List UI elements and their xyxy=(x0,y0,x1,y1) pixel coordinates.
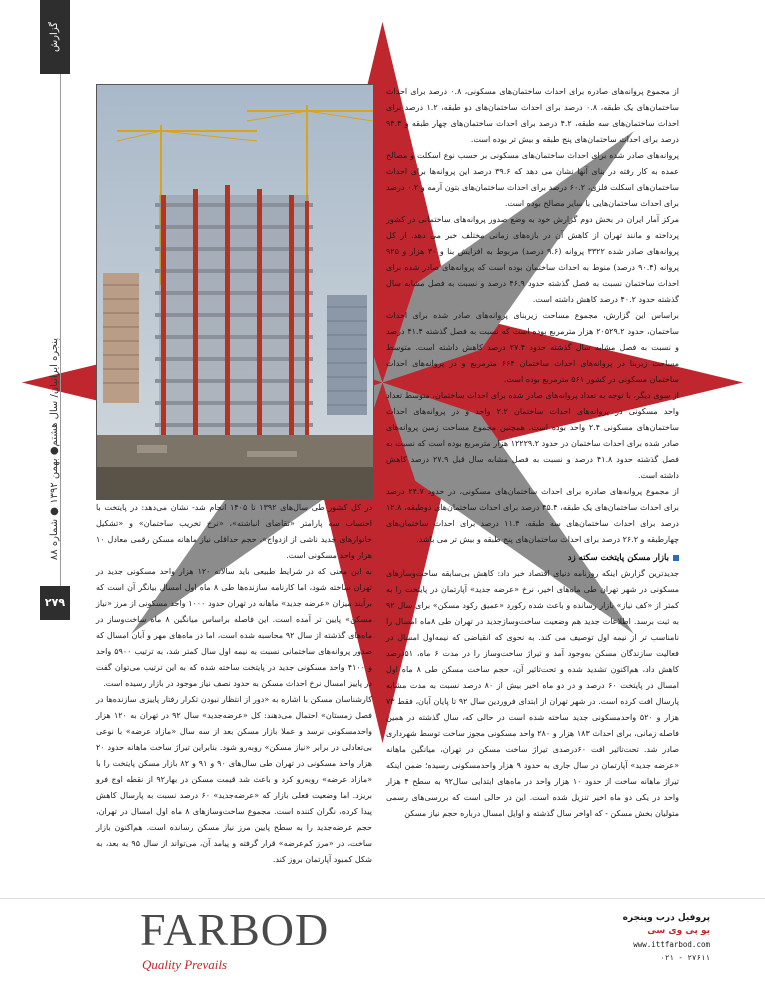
section-tab-label: گزارش xyxy=(49,21,60,53)
heading-bullet-icon xyxy=(673,555,679,561)
paragraph: به این معنی که در شرایط طبیعی باید سالانه ۱۲۰ هزار واحد مسکونی جدید در تهران ساخته شود، اما کارنامه سازنده‌ها طی ۸ ماه اول امسال بیانگر آن است که برآیند میزان «عرضه جدید» ماهانه در تهران حدود ۱۰۰۰ واحد مسکونی از مرز «نیاز مسکن» پایین تر آمده است. این فاصله براساس میانگین ۸ ماه ساخت‌وساز در ماه‌های گذشته از سال ۹۲ محاسبه شده است، اما در ماه‌های مهر و آبان امسال که صدور پروانه‌های ساختمانی نسبت به نیمه اول سال کمتر شد، به ترتیب ۵۹۰۰ واحد و ۴۱۰۰ واحد مسکونی جدید در پایتخت ساخته شده که به این ترتیب می‌توان گفت در پاییز امسال نرخ احداث مسکن به حدود نصف نیاز موجود در بازار رسیده است. xyxy=(96,567,373,688)
construction-photo xyxy=(96,84,374,500)
paragraph: براساس این گزارش، مجموع مساحت زیربنای پروانه‌های صادر شده برای احداث ساختمان، حدود ۲۰۵۲۹.۲ هزار مترمربع بوده است که نسبت به فصل گذشته ۴۱.۴ درصد و نسبت به فصل مشابه سال گذشته حدود ۲۷.۴ درصد کاهش داشته است. متوسط مساحت زیربنا در پروانه‌های احداث ساختمان ۶۶۴ مترمربع و در پروانه‌های احداث ساختمان مسکونی در کشور ۵۶۱ مترمربع بوده است. xyxy=(386,311,679,384)
section-heading-text: بازار مسکن پایتخت سکته زد xyxy=(567,553,669,563)
paragraph: از مجموع پروانه‌های صادره برای احداث ساختمان‌های مسکونی، در حدود ۲۴.۷ درصد برای احداث ساختمان‌های یک طبقه، ۴۵.۴ درصد برای احداث ساختمان‌های دوطبقه، ۱۲.۸ درصد برای احداث ساختمان‌های سه طبقه، ۱۱.۴ درصد برای احداث ساختمان‌های چهارطبقه و ۲۶.۲ درصد برای احداث ساختمان‌های پنج طبقه و بیش تر می باشد. xyxy=(386,487,680,544)
paragraph: از مجموع پروانه‌های صادره برای احداث ساختمان‌های مسکونی، ۰.۸ درصد برای احداث ساختمان‌های یک طبقه، ۰.۸ درصد برای احداث ساختمان‌های دو طبقه، ۱.۲ درصد برای احداث ساختمان‌های سه طبقه، ۴.۲ درصد برای احداث ساختمان‌های چهار طبقه و ۹۴.۴ درصد برای احداث ساختمان‌های پنج طبقه و بیش تر بوده است. xyxy=(386,87,680,144)
magazine-issue xyxy=(40,318,70,580)
ad-phone: ۰۲۱ - ۲۷۶۱۱ xyxy=(660,953,710,962)
building-under-construction-image xyxy=(97,85,373,499)
paragraph: جدیدترین گزارش اینکه روزنامه دنیای اقتصاد خبر داد: کاهش بی‌سابقه ساخت‌وسازهای مسکونی در شهر تهران طی ماه‌های اخیر، نرخ «عرضه جدید» آپارتمان در پایتخت را به کمتر از «کف نیاز» بازار رسانده و باعث شده رکورد «عمیق رکود مسکن» برای سال ۹۲ به ثبت برسد. اطلاعات جدید هم وضعیت ساخت‌وسازجدید در تهران طی ۸ماه امسال را نامناسب تر از نیمه اول توصیف می کند. به نحوی که انقباضی که نیمه‌اول امسال در فعالیت سازندگان مسکن به‌وجود آمد و تیراژ ساخت‌وساز را در مدت ۶ ماه، ۵۱درصد کاهش داد، هم‌اکنون تشدید شده و تحت‌تاثیر آن، حجم ساخت مسکن طی ۸ ماه اول امسال در پایتخت ۶۰ درصد و در دو ماه اخیر بیش از ۸۰ درصد نسبت به مدت مشابه پارسال افت کرده است. در شهر تهران از ابتدای فروردین سال ۹۲ تا پایان آبان، فقط ۷۳ هزار و ۵۲۰ واحدمسکونی جدید ساخته شده است در حالی که، سال گذشته در همین فاصله زمانی، برای احداث ۱۸۳ هزار و ۲۸۰ واحد مسکونی مجوز ساخت توسط شهرداری صادر شد. تحت‌تاثیر افت ۶۰درصدی تیراژ ساخت مسکن در تهران، میانگین ماهانه «عرضه جدید» آپارتمان در سال جاری به حدود ۹ هزار واحدمسکونی رسیده؛ ضمن اینکه تیراژ ماهانه ساخت از حدود ۱۰ هزار واحد در ماه‌های ابتدایی سال۹۲ به سطح ۴ هزار واحد در یکی دو ماه اخیر تنزیل شده است. این در حالی است که بررسی‌های رسمی متولیان بخش مسکن - که اواخر سال گذشته و اوایل امسال درباره حجم نیاز مسکن xyxy=(386,569,680,818)
ad-product-line: پروفیل درب وپنجره xyxy=(622,913,710,923)
paragraph: در کل کشور طی سال‌های ۱۳۹۲ تا ۱۴۰۵ انجام شد- نشان می‌دهد: در پایتخت با احتساب سه پارامتر «تقاضای انباشته»، «نرخ تخریب ساختمان» و «تشکیل خانوارهای جدید ناشی از ازدواج»، حجم حداقلی نیاز ماهانه مسکن رقمی معادل ۱۰ هزار واحد مسکونی است. xyxy=(96,503,373,560)
paragraph: کارشناسان مسکن با اشاره به «دور از انتظار نبودن تکرار رفتار پاییزی سازنده‌ها در فصل زمستان» احتمال می‌دهند: کل «عرضه‌جدید» سال ۹۲ در تهران به ۱۲۰ هزار واحدمسکونی نرسد و عملا بازار مسکن بعد از سه سال «مازاد عرضه» با نوعی بی‌تعادلی در برابر «نیاز مسکن» روبه‌رو شود. بنابراین تیراژ ساخت ماهانه حدود ۲۰ هزار واحد مسکونی در تهران طی سال‌های ۹۰ و ۹۱ و ۸۲ بازار مسکن پایتخت را با «مازاد عرضه» روبه‌رو کرد و باعث شد قیمت مسکن در بهار۹۲ از نقطه اوج فرو بریزد. اما وضعیت فعلی بازار که «عرضه‌جدید» ۶۰ درصد نسبت به پارسال کاهش پیدا کرده، نگران کننده است. مجموع ساخت‌وسازهای ۸ ماه اول امسال در تهران، حجم عرضه‌جدید را به سطح پایین مرز نیاز مسکن رسانده است. هم‌اکنون بازار ساخت، در «مرز کم‌عرضه» قرار گرفته و پیامد آن، می‌تواند از سال ۹۵ به بعد، به شکل کمبود آپارتمان بروز کند. xyxy=(96,695,373,864)
ad-website: www.ittfarbod.com xyxy=(633,940,710,949)
ad-brand-name: FARBOD xyxy=(140,904,330,955)
article-left-column xyxy=(96,500,372,868)
section-heading xyxy=(386,550,679,566)
paragraph: از سوی دیگر، با توجه به تعداد پروانه‌های صادر شده برای احداث ساختمان، متوسط تعداد واحد مسکونی در پروانه‌های احداث ساختمان ۲.۲ واحد و در پروانه‌های احداث ساختمان‌های مسکونی ۲.۴ واحد بوده است. همچنین مجموع مساحت زمین پروانه‌های صادر شده برای احداث ساختمان در حدود ۱۲۲۲۹.۲ هزار مترمربع بوده است که نسبت به فصل گذشته حدود ۴۱.۸ درصد و نسبت به فصل مشابه سال قبل ۲۷.۹ درصد کاهش داشته است. xyxy=(386,391,680,480)
ad-product-type: یو پی وی سی xyxy=(647,926,710,936)
page-number: ۲۷۹ xyxy=(40,586,70,620)
section-tab xyxy=(40,0,70,74)
ad-contact-block xyxy=(606,912,710,964)
magazine-issue-label: پنجره ایرانیان/ سال هشتم● بهمن ۱۳۹۲ ● شماره ۸۸ xyxy=(49,337,60,561)
paragraph: پروانه‌های صادر شده برای احداث ساختمان‌های مسکونی بر حسب نوع اسکلت و مصالح عمده به کار رفته در بنای آنها نشان می دهد که ۳۹.۶ درصد این پروانه‌ها برای احداث ساختمان‌های اسکلت فلزی، ۶۰.۲ درصد برای احداث ساختمان‌های بتون آرمه و ۰.۲ درصد برای احداث ساختمان‌هایی با سایر مصالح بوده است. xyxy=(386,151,679,208)
paragraph: مرکز آمار ایران در بخش دوم گزارش خود به وضع صدور پروانه‌های ساختمانی در کشور پرداخته و مانند تهران از کاهش آن در بازه‌های زمانی مختلف خبر می دهد. از کل پروانه‌های صادر شده ۳۳۲۲ پروانه (۹.۶ درصد) مربوط به افزایش بنا و ۳۰ هزار و ۹۲۵ پروانه (۹۰.۴ درصد) منوط به احداث ساختمان بوده است که پروانه‌های صادر شده برای احداث ساختمان نسبت به فصل گذشته حدود ۴۶.۹ درصد و نسبت به فصل مشابه سال گذشته حدود ۴۰.۲ درصد کاهش داشته است. xyxy=(386,215,679,304)
side-rail xyxy=(40,0,70,620)
article-right-column xyxy=(386,84,679,822)
ad-tagline: Quality Prevails xyxy=(142,957,228,972)
